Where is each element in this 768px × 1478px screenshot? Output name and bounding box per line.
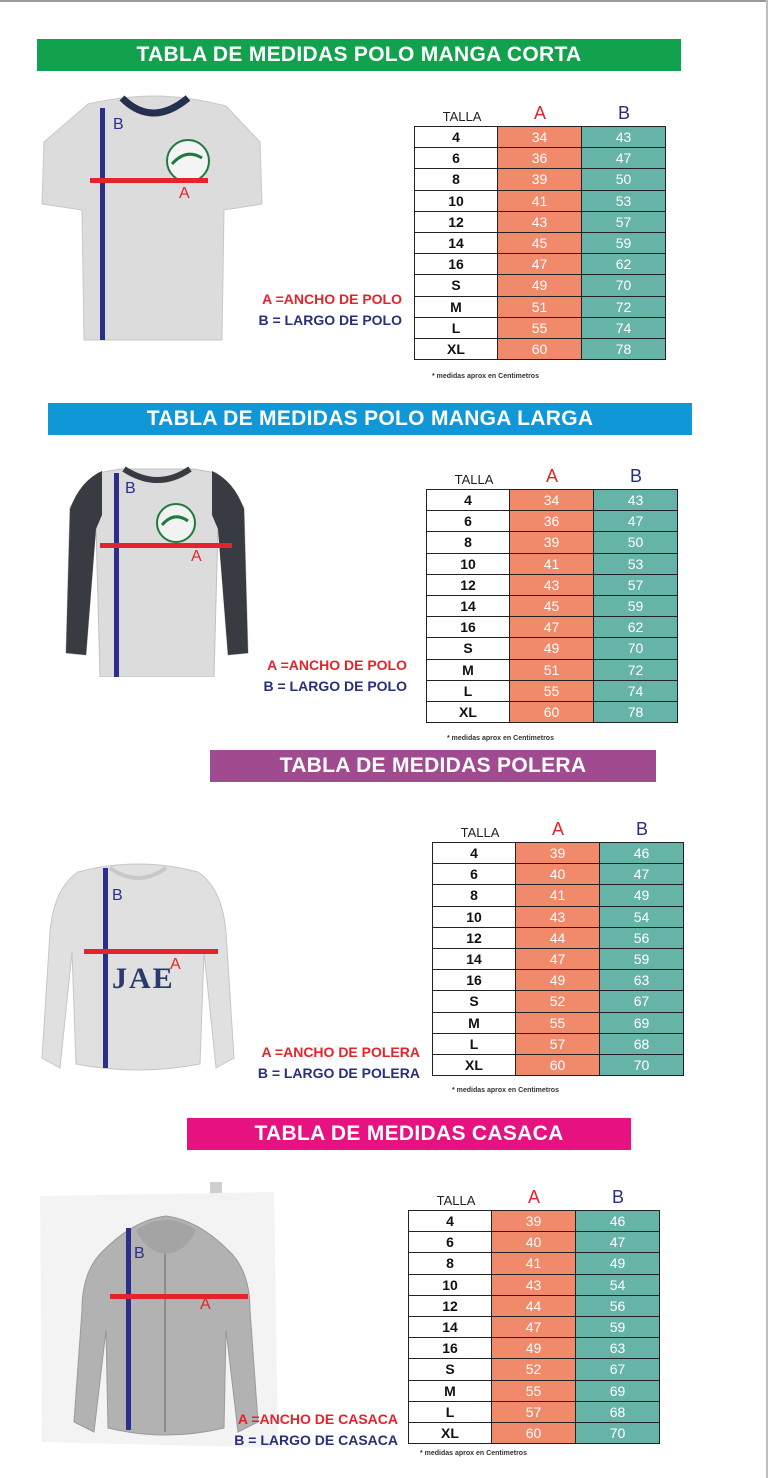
width-a-cell: 43 [498, 211, 582, 232]
table-row [409, 1380, 660, 1401]
table-body [409, 1211, 660, 1444]
table-row [433, 906, 684, 927]
size-cell: 10 [415, 190, 498, 211]
table-row [409, 1401, 660, 1422]
size-cell: 12 [415, 211, 498, 232]
legend-b: B = LARGO DE POLO [258, 312, 402, 328]
size-cell: 12 [433, 927, 516, 948]
table-row [409, 1338, 660, 1359]
width-a-cell: 51 [498, 296, 582, 317]
size-cell: XL [427, 701, 510, 722]
section-casaca [0, 1110, 768, 1478]
footnote: * medidas aprox en Centimetros [420, 1450, 527, 1457]
length-b-cell: 67 [576, 1359, 660, 1380]
legend-a: A =ANCHO DE POLO [262, 291, 402, 307]
section-title: TABLA DE MEDIDAS CASACA [187, 1118, 631, 1150]
width-a-cell: 44 [492, 1295, 576, 1316]
length-b-cell: 46 [576, 1211, 660, 1232]
width-a-cell: 60 [498, 338, 582, 359]
length-b-cell: 54 [576, 1274, 660, 1295]
size-cell: 10 [433, 906, 516, 927]
label-b: B [113, 116, 124, 133]
width-a-cell: 43 [510, 574, 594, 595]
width-a-cell: 40 [492, 1232, 576, 1253]
table-row [433, 927, 684, 948]
label-b: B [112, 887, 123, 904]
size-cell: 8 [409, 1253, 492, 1274]
length-b-cell: 70 [582, 275, 666, 296]
table-row [415, 232, 666, 253]
footnote: * medidas aprox en Centimetros [452, 1087, 559, 1094]
table-row [415, 254, 666, 275]
size-cell: 10 [427, 553, 510, 574]
width-a-cell: 49 [510, 638, 594, 659]
size-cell: 14 [409, 1316, 492, 1337]
section-title: TABLA DE MEDIDAS POLERA [210, 750, 656, 782]
length-b-cell: 43 [594, 490, 678, 511]
header-b: B [635, 819, 648, 839]
size-cell: 8 [427, 532, 510, 553]
size-cell: L [415, 317, 498, 338]
size-cell: M [433, 1012, 516, 1033]
section-polo-manga-corta [0, 0, 768, 395]
length-b-cell: 59 [582, 232, 666, 253]
header-talla: TALLA [442, 109, 482, 124]
label-a: A [170, 956, 181, 973]
size-cell: 10 [409, 1274, 492, 1295]
table-row [433, 843, 684, 864]
length-b-cell: 57 [594, 574, 678, 595]
table-row [409, 1359, 660, 1380]
length-b-cell: 59 [600, 948, 684, 969]
size-cell: L [427, 680, 510, 701]
table-row [427, 490, 678, 511]
size-cell: S [409, 1359, 492, 1380]
length-b-cell: 49 [600, 885, 684, 906]
table-row [415, 127, 666, 148]
legend-a: A =ANCHO DE POLERA [261, 1044, 420, 1060]
table-row [433, 1054, 684, 1075]
header-a: A [527, 1187, 540, 1207]
width-a-cell: 57 [516, 1033, 600, 1054]
length-b-cell: 62 [594, 617, 678, 638]
table-row [427, 532, 678, 553]
width-a-cell: 47 [492, 1316, 576, 1337]
width-a-cell: 40 [516, 864, 600, 885]
length-b-cell: 47 [600, 864, 684, 885]
table-row [427, 595, 678, 616]
width-a-cell: 49 [498, 275, 582, 296]
legend [258, 1042, 420, 1084]
width-a-cell: 55 [510, 680, 594, 701]
width-a-cell: 45 [498, 232, 582, 253]
width-a-cell: 60 [510, 701, 594, 722]
length-b-cell: 47 [594, 511, 678, 532]
label-b: B [134, 1245, 145, 1262]
size-cell: 4 [427, 490, 510, 511]
width-a-cell: 47 [516, 948, 600, 969]
section-polo-manga-larga [0, 395, 768, 750]
table-row [409, 1316, 660, 1337]
length-b-cell: 63 [600, 970, 684, 991]
width-a-cell: 43 [492, 1274, 576, 1295]
size-cell: M [409, 1380, 492, 1401]
size-cell: 4 [409, 1211, 492, 1232]
table-row [415, 148, 666, 169]
legend [263, 655, 407, 697]
table-row [409, 1253, 660, 1274]
size-cell: L [433, 1033, 516, 1054]
length-b-cell: 63 [576, 1338, 660, 1359]
label-a: A [200, 1296, 211, 1313]
size-cell: 14 [433, 948, 516, 969]
length-b-cell: 50 [582, 169, 666, 190]
width-a-cell: 34 [510, 490, 594, 511]
table-row [409, 1232, 660, 1253]
width-a-cell: 55 [516, 1012, 600, 1033]
size-cell: 12 [427, 574, 510, 595]
size-cell: S [427, 638, 510, 659]
table-row [427, 659, 678, 680]
section-title: TABLA DE MEDIDAS POLO MANGA LARGA [48, 403, 692, 435]
width-a-cell: 55 [498, 317, 582, 338]
header-b: B [617, 103, 630, 123]
footnote: * medidas aprox en Centimetros [447, 735, 554, 742]
size-cell: 16 [433, 970, 516, 991]
header-talla: TALLA [454, 472, 494, 487]
width-a-cell: 57 [492, 1401, 576, 1422]
header-talla: TALLA [436, 1193, 476, 1208]
size-cell: XL [409, 1422, 492, 1443]
table-body [415, 127, 666, 360]
size-cell: 6 [433, 864, 516, 885]
size-cell: 16 [415, 254, 498, 275]
table-row [427, 574, 678, 595]
size-table [414, 104, 666, 360]
width-a-cell: 49 [516, 970, 600, 991]
table-row [415, 317, 666, 338]
size-cell: L [409, 1401, 492, 1422]
width-a-cell: 39 [492, 1211, 576, 1232]
length-b-cell: 69 [600, 1012, 684, 1033]
size-cell: 6 [415, 148, 498, 169]
width-a-cell: 51 [510, 659, 594, 680]
footnote: * medidas aprox en Centimetros [432, 373, 539, 380]
width-a-cell: 52 [516, 991, 600, 1012]
table-row [409, 1422, 660, 1443]
label-a: A [191, 548, 202, 565]
width-a-cell: 41 [516, 885, 600, 906]
size-cell: 6 [427, 511, 510, 532]
legend-b: B = LARGO DE CASACA [234, 1432, 398, 1448]
table-row [409, 1211, 660, 1232]
table-row [433, 1012, 684, 1033]
length-b-cell: 47 [582, 148, 666, 169]
width-a-cell: 39 [516, 843, 600, 864]
length-b-cell: 49 [576, 1253, 660, 1274]
label-b: B [125, 480, 136, 497]
length-b-cell: 53 [594, 553, 678, 574]
length-b-cell: 72 [594, 659, 678, 680]
legend-a: A =ANCHO DE POLO [267, 657, 407, 673]
size-cell: S [433, 991, 516, 1012]
table-row [433, 864, 684, 885]
size-table [432, 820, 684, 1076]
table-row [427, 617, 678, 638]
length-b-cell: 68 [600, 1033, 684, 1054]
table-row [427, 553, 678, 574]
width-a-cell: 34 [498, 127, 582, 148]
legend-b: B = LARGO DE POLERA [257, 1065, 420, 1081]
size-cell: 12 [409, 1295, 492, 1316]
table-row [427, 680, 678, 701]
table-row [427, 511, 678, 532]
size-cell: 16 [427, 617, 510, 638]
table-row [415, 190, 666, 211]
width-a-cell: 55 [492, 1380, 576, 1401]
header-a: A [533, 103, 546, 123]
long-sleeve-illustration [62, 465, 252, 677]
table-row [433, 970, 684, 991]
table-row [415, 338, 666, 359]
length-b-cell: 67 [600, 991, 684, 1012]
length-b-cell: 59 [576, 1316, 660, 1337]
table-row [409, 1295, 660, 1316]
length-b-cell: 69 [576, 1380, 660, 1401]
size-cell: 16 [409, 1338, 492, 1359]
size-cell: M [427, 659, 510, 680]
length-b-cell: 46 [600, 843, 684, 864]
size-table [426, 467, 678, 723]
width-a-cell: 60 [492, 1422, 576, 1443]
length-b-cell: 62 [582, 254, 666, 275]
table-row [427, 701, 678, 722]
table-row [427, 638, 678, 659]
width-a-cell: 43 [516, 906, 600, 927]
width-a-cell: 52 [492, 1359, 576, 1380]
width-a-cell: 39 [510, 532, 594, 553]
length-b-cell: 70 [600, 1054, 684, 1075]
size-cell: S [415, 275, 498, 296]
width-a-cell: 41 [492, 1253, 576, 1274]
legend [258, 289, 402, 331]
width-a-cell: 60 [516, 1054, 600, 1075]
section-polera [0, 750, 768, 1110]
header-b: B [611, 1187, 624, 1207]
length-b-cell: 70 [576, 1422, 660, 1443]
table-row [409, 1274, 660, 1295]
size-cell: 14 [427, 595, 510, 616]
length-b-cell: 74 [582, 317, 666, 338]
table-row [433, 991, 684, 1012]
header-talla: TALLA [460, 825, 500, 840]
width-a-cell: 36 [498, 148, 582, 169]
width-a-cell: 49 [492, 1338, 576, 1359]
length-b-cell: 59 [594, 595, 678, 616]
table-body [427, 490, 678, 723]
size-cell: M [415, 296, 498, 317]
width-a-cell: 41 [510, 553, 594, 574]
table-body [433, 843, 684, 1076]
length-b-cell: 78 [594, 701, 678, 722]
width-a-cell: 47 [510, 617, 594, 638]
legend-b: B = LARGO DE POLO [263, 678, 407, 694]
length-b-cell: 50 [594, 532, 678, 553]
size-table [408, 1188, 660, 1444]
size-cell: XL [433, 1054, 516, 1075]
length-b-cell: 57 [582, 211, 666, 232]
table-row [433, 1033, 684, 1054]
length-b-cell: 47 [576, 1232, 660, 1253]
label-a: A [179, 185, 190, 202]
width-a-cell: 44 [516, 927, 600, 948]
length-b-cell: 53 [582, 190, 666, 211]
table-row [433, 885, 684, 906]
length-b-cell: 78 [582, 338, 666, 359]
width-a-cell: 47 [498, 254, 582, 275]
size-cell: 8 [415, 169, 498, 190]
width-a-cell: 39 [498, 169, 582, 190]
size-cell: XL [415, 338, 498, 359]
table-row [415, 211, 666, 232]
length-b-cell: 56 [576, 1295, 660, 1316]
table-row [415, 296, 666, 317]
section-title: TABLA DE MEDIDAS POLO MANGA CORTA [37, 39, 681, 71]
size-cell: 14 [415, 232, 498, 253]
length-b-cell: 72 [582, 296, 666, 317]
length-b-cell: 54 [600, 906, 684, 927]
length-b-cell: 43 [582, 127, 666, 148]
table-row [415, 169, 666, 190]
table-row [433, 948, 684, 969]
header-a: A [551, 819, 564, 839]
length-b-cell: 56 [600, 927, 684, 948]
length-b-cell: 74 [594, 680, 678, 701]
size-cell: 6 [409, 1232, 492, 1253]
width-a-cell: 41 [498, 190, 582, 211]
length-b-cell: 70 [594, 638, 678, 659]
size-cell: 4 [433, 843, 516, 864]
table-row [415, 275, 666, 296]
header-b: B [629, 466, 642, 486]
legend [234, 1409, 398, 1451]
size-cell: 8 [433, 885, 516, 906]
length-b-cell: 68 [576, 1401, 660, 1422]
width-a-cell: 36 [510, 511, 594, 532]
legend-a: A =ANCHO DE CASACA [237, 1411, 398, 1427]
width-a-cell: 45 [510, 595, 594, 616]
tshirt-illustration [36, 92, 268, 344]
size-cell: 4 [415, 127, 498, 148]
header-a: A [545, 466, 558, 486]
jae-logo: JAE [112, 962, 175, 995]
